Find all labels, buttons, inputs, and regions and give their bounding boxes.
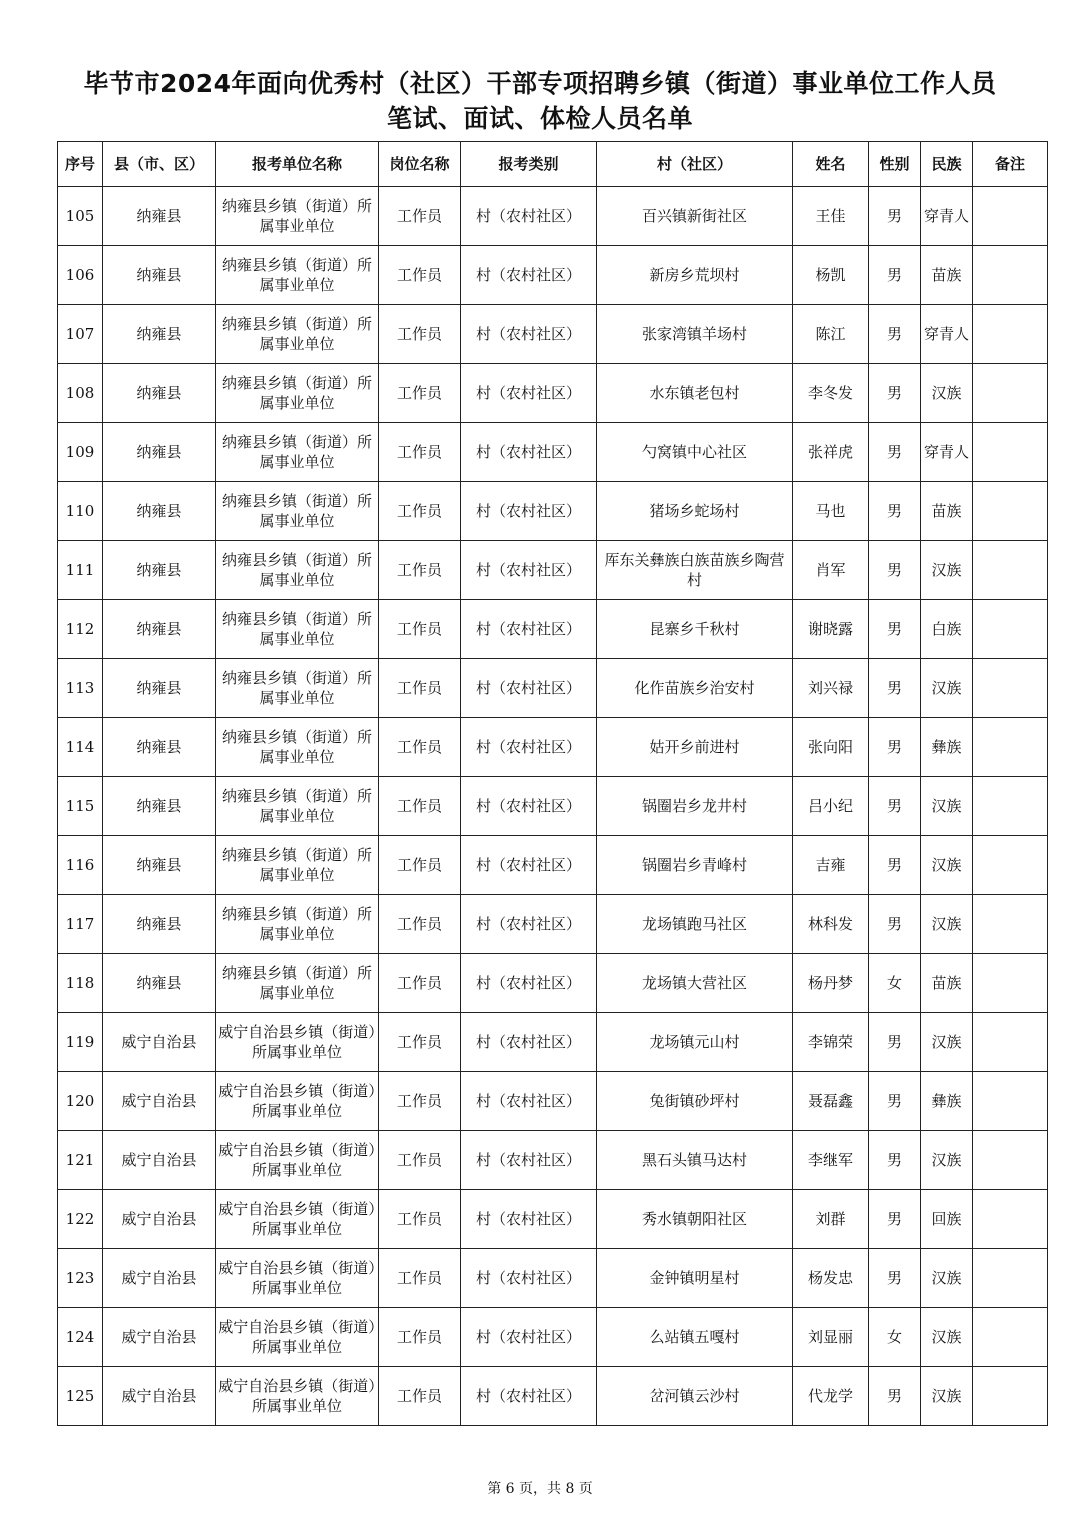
cell-name: 杨丹梦 — [793, 954, 869, 1013]
cell-index: 113 — [58, 659, 103, 718]
cell-ethnicity: 彝族 — [921, 1072, 973, 1131]
cell-position: 工作员 — [379, 777, 461, 836]
cell-village: 龙场镇跑马社区 — [597, 895, 793, 954]
cell-gender: 男 — [869, 1190, 921, 1249]
cell-ethnicity: 汉族 — [921, 1249, 973, 1308]
cell-gender: 男 — [869, 305, 921, 364]
cell-gender: 男 — [869, 1249, 921, 1308]
cell-name: 吉雍 — [793, 836, 869, 895]
cell-county: 纳雍县 — [103, 600, 216, 659]
header-name: 姓名 — [793, 142, 869, 187]
cell-remark — [973, 305, 1048, 364]
cell-county: 威宁自治县 — [103, 1013, 216, 1072]
cell-ethnicity: 汉族 — [921, 1367, 973, 1426]
cell-unit: 纳雍县乡镇（街道）所属事业单位 — [216, 305, 379, 364]
cell-name: 马也 — [793, 482, 869, 541]
cell-gender: 男 — [869, 895, 921, 954]
table-row — [58, 836, 1048, 895]
table-row — [58, 777, 1048, 836]
cell-remark — [973, 600, 1048, 659]
cell-category: 村（农村社区） — [461, 1249, 597, 1308]
cell-category: 村（农村社区） — [461, 1072, 597, 1131]
cell-ethnicity: 苗族 — [921, 482, 973, 541]
cell-index: 120 — [58, 1072, 103, 1131]
cell-category: 村（农村社区） — [461, 423, 597, 482]
cell-unit: 威宁自治县乡镇（街道）所属事业单位 — [216, 1013, 379, 1072]
cell-unit: 纳雍县乡镇（街道）所属事业单位 — [216, 423, 379, 482]
table-row — [58, 541, 1048, 600]
cell-category: 村（农村社区） — [461, 246, 597, 305]
cell-remark — [973, 954, 1048, 1013]
cell-county: 纳雍县 — [103, 187, 216, 246]
cell-category: 村（农村社区） — [461, 364, 597, 423]
table-row — [58, 1249, 1048, 1308]
cell-remark — [973, 1308, 1048, 1367]
cell-ethnicity: 汉族 — [921, 777, 973, 836]
cell-name: 王佳 — [793, 187, 869, 246]
cell-name: 李冬发 — [793, 364, 869, 423]
cell-ethnicity: 穿青人 — [921, 187, 973, 246]
header-remark: 备注 — [973, 142, 1048, 187]
cell-village: 么站镇五嘎村 — [597, 1308, 793, 1367]
header-ethnicity: 民族 — [921, 142, 973, 187]
cell-index: 111 — [58, 541, 103, 600]
table-row — [58, 659, 1048, 718]
header-village: 村（社区） — [597, 142, 793, 187]
cell-position: 工作员 — [379, 305, 461, 364]
cell-name: 张向阳 — [793, 718, 869, 777]
cell-village: 龙场镇元山村 — [597, 1013, 793, 1072]
cell-index: 123 — [58, 1249, 103, 1308]
cell-index: 122 — [58, 1190, 103, 1249]
table-row — [58, 718, 1048, 777]
table-row — [58, 1308, 1048, 1367]
cell-category: 村（农村社区） — [461, 1131, 597, 1190]
document-title-line2: 笔试、面试、体检人员名单 — [386, 104, 693, 133]
cell-name: 刘显丽 — [793, 1308, 869, 1367]
cell-position: 工作员 — [379, 659, 461, 718]
cell-gender: 男 — [869, 482, 921, 541]
cell-position: 工作员 — [379, 600, 461, 659]
cell-county: 威宁自治县 — [103, 1308, 216, 1367]
cell-position: 工作员 — [379, 1190, 461, 1249]
cell-ethnicity: 汉族 — [921, 659, 973, 718]
cell-unit: 纳雍县乡镇（街道）所属事业单位 — [216, 895, 379, 954]
cell-gender: 男 — [869, 600, 921, 659]
table-body — [58, 187, 1048, 1426]
cell-county: 威宁自治县 — [103, 1249, 216, 1308]
cell-category: 村（农村社区） — [461, 1308, 597, 1367]
cell-village: 新房乡荒坝村 — [597, 246, 793, 305]
cell-unit: 威宁自治县乡镇（街道）所属事业单位 — [216, 1308, 379, 1367]
cell-gender: 男 — [869, 659, 921, 718]
cell-village: 昆寨乡千秋村 — [597, 600, 793, 659]
cell-unit: 威宁自治县乡镇（街道）所属事业单位 — [216, 1249, 379, 1308]
cell-ethnicity: 苗族 — [921, 954, 973, 1013]
cell-ethnicity: 回族 — [921, 1190, 973, 1249]
table-row — [58, 1072, 1048, 1131]
cell-unit: 纳雍县乡镇（街道）所属事业单位 — [216, 187, 379, 246]
cell-remark — [973, 1367, 1048, 1426]
cell-county: 纳雍县 — [103, 895, 216, 954]
cell-village: 兔街镇砂坪村 — [597, 1072, 793, 1131]
cell-unit: 威宁自治县乡镇（街道）所属事业单位 — [216, 1072, 379, 1131]
cell-name: 张祥虎 — [793, 423, 869, 482]
table-row — [58, 364, 1048, 423]
cell-unit: 纳雍县乡镇（街道）所属事业单位 — [216, 836, 379, 895]
cell-unit: 纳雍县乡镇（街道）所属事业单位 — [216, 482, 379, 541]
cell-county: 纳雍县 — [103, 246, 216, 305]
cell-position: 工作员 — [379, 718, 461, 777]
cell-position: 工作员 — [379, 1308, 461, 1367]
cell-name: 刘群 — [793, 1190, 869, 1249]
cell-village: 百兴镇新街社区 — [597, 187, 793, 246]
cell-village: 岔河镇云沙村 — [597, 1367, 793, 1426]
cell-county: 纳雍县 — [103, 659, 216, 718]
cell-name: 刘兴禄 — [793, 659, 869, 718]
cell-gender: 男 — [869, 423, 921, 482]
cell-village: 化作苗族乡治安村 — [597, 659, 793, 718]
cell-county: 纳雍县 — [103, 836, 216, 895]
cell-remark — [973, 1072, 1048, 1131]
table-row — [58, 1131, 1048, 1190]
header-category: 报考类别 — [461, 142, 597, 187]
cell-remark — [973, 1190, 1048, 1249]
cell-remark — [973, 482, 1048, 541]
cell-unit: 威宁自治县乡镇（街道）所属事业单位 — [216, 1367, 379, 1426]
cell-village: 金钟镇明星村 — [597, 1249, 793, 1308]
cell-category: 村（农村社区） — [461, 659, 597, 718]
cell-name: 聂磊鑫 — [793, 1072, 869, 1131]
cell-county: 纳雍县 — [103, 718, 216, 777]
cell-county: 威宁自治县 — [103, 1131, 216, 1190]
cell-index: 118 — [58, 954, 103, 1013]
page-footer: 第 6 页，共 8 页 — [487, 1481, 593, 1497]
cell-index: 115 — [58, 777, 103, 836]
cell-position: 工作员 — [379, 187, 461, 246]
cell-category: 村（农村社区） — [461, 305, 597, 364]
cell-gender: 男 — [869, 836, 921, 895]
cell-index: 114 — [58, 718, 103, 777]
cell-remark — [973, 246, 1048, 305]
cell-gender: 男 — [869, 1131, 921, 1190]
table-row — [58, 1190, 1048, 1249]
cell-remark — [973, 187, 1048, 246]
cell-category: 村（农村社区） — [461, 541, 597, 600]
cell-county: 纳雍县 — [103, 364, 216, 423]
cell-county: 纳雍县 — [103, 777, 216, 836]
cell-index: 124 — [58, 1308, 103, 1367]
cell-category: 村（农村社区） — [461, 1013, 597, 1072]
cell-index: 125 — [58, 1367, 103, 1426]
cell-index: 110 — [58, 482, 103, 541]
cell-unit: 威宁自治县乡镇（街道）所属事业单位 — [216, 1131, 379, 1190]
table-row — [58, 600, 1048, 659]
cell-gender: 男 — [869, 718, 921, 777]
cell-position: 工作员 — [379, 541, 461, 600]
cell-village: 黑石头镇马达村 — [597, 1131, 793, 1190]
cell-remark — [973, 1249, 1048, 1308]
cell-category: 村（农村社区） — [461, 895, 597, 954]
cell-name: 陈江 — [793, 305, 869, 364]
cell-gender: 男 — [869, 1367, 921, 1426]
cell-index: 119 — [58, 1013, 103, 1072]
cell-village: 锅圈岩乡青峰村 — [597, 836, 793, 895]
cell-gender: 男 — [869, 1013, 921, 1072]
header-position: 岗位名称 — [379, 142, 461, 187]
cell-position: 工作员 — [379, 895, 461, 954]
document-title-line1: 毕节市2024年面向优秀村（社区）干部专项招聘乡镇（街道）事业单位工作人员 — [83, 69, 997, 98]
cell-index: 117 — [58, 895, 103, 954]
cell-county: 纳雍县 — [103, 305, 216, 364]
cell-category: 村（农村社区） — [461, 777, 597, 836]
cell-gender: 女 — [869, 1308, 921, 1367]
cell-index: 106 — [58, 246, 103, 305]
cell-gender: 男 — [869, 246, 921, 305]
cell-village: 厍东关彝族白族苗族乡陶营村 — [597, 541, 793, 600]
cell-unit: 纳雍县乡镇（街道）所属事业单位 — [216, 954, 379, 1013]
cell-name: 谢晓露 — [793, 600, 869, 659]
cell-category: 村（农村社区） — [461, 187, 597, 246]
cell-county: 纳雍县 — [103, 482, 216, 541]
cell-county: 纳雍县 — [103, 954, 216, 1013]
cell-ethnicity: 汉族 — [921, 895, 973, 954]
cell-name: 李锦荣 — [793, 1013, 869, 1072]
cell-ethnicity: 汉族 — [921, 836, 973, 895]
cell-name: 李继军 — [793, 1131, 869, 1190]
table-row — [58, 1367, 1048, 1426]
cell-gender: 男 — [869, 1072, 921, 1131]
cell-category: 村（农村社区） — [461, 1367, 597, 1426]
cell-remark — [973, 541, 1048, 600]
table-row — [58, 305, 1048, 364]
cell-village: 勺窝镇中心社区 — [597, 423, 793, 482]
cell-index: 109 — [58, 423, 103, 482]
cell-village: 秀水镇朝阳社区 — [597, 1190, 793, 1249]
cell-unit: 纳雍县乡镇（街道）所属事业单位 — [216, 718, 379, 777]
cell-remark — [973, 659, 1048, 718]
cell-village: 龙场镇大营社区 — [597, 954, 793, 1013]
cell-index: 112 — [58, 600, 103, 659]
cell-unit: 纳雍县乡镇（街道）所属事业单位 — [216, 364, 379, 423]
cell-position: 工作员 — [379, 1249, 461, 1308]
table-row — [58, 187, 1048, 246]
cell-position: 工作员 — [379, 423, 461, 482]
table-row — [58, 482, 1048, 541]
cell-ethnicity: 汉族 — [921, 541, 973, 600]
cell-county: 威宁自治县 — [103, 1072, 216, 1131]
cell-position: 工作员 — [379, 836, 461, 895]
cell-village: 张家湾镇羊场村 — [597, 305, 793, 364]
cell-category: 村（农村社区） — [461, 954, 597, 1013]
cell-village: 锅圈岩乡龙井村 — [597, 777, 793, 836]
cell-position: 工作员 — [379, 954, 461, 1013]
cell-index: 107 — [58, 305, 103, 364]
cell-category: 村（农村社区） — [461, 836, 597, 895]
cell-county: 威宁自治县 — [103, 1367, 216, 1426]
table-row — [58, 1013, 1048, 1072]
cell-name: 肖军 — [793, 541, 869, 600]
candidate-table — [57, 141, 1048, 1426]
cell-name: 杨发忠 — [793, 1249, 869, 1308]
cell-county: 纳雍县 — [103, 541, 216, 600]
cell-remark — [973, 718, 1048, 777]
cell-unit: 纳雍县乡镇（街道）所属事业单位 — [216, 659, 379, 718]
cell-county: 纳雍县 — [103, 423, 216, 482]
header-county: 县（市、区） — [103, 142, 216, 187]
table-row — [58, 895, 1048, 954]
cell-remark — [973, 1013, 1048, 1072]
cell-position: 工作员 — [379, 1131, 461, 1190]
cell-name: 吕小纪 — [793, 777, 869, 836]
cell-village: 水东镇老包村 — [597, 364, 793, 423]
cell-name: 杨凯 — [793, 246, 869, 305]
cell-position: 工作员 — [379, 482, 461, 541]
cell-village: 猪场乡蛇场村 — [597, 482, 793, 541]
table-row — [58, 954, 1048, 1013]
table-header-row — [58, 142, 1048, 187]
cell-name: 林科发 — [793, 895, 869, 954]
cell-remark — [973, 836, 1048, 895]
cell-index: 121 — [58, 1131, 103, 1190]
cell-position: 工作员 — [379, 1072, 461, 1131]
cell-position: 工作员 — [379, 364, 461, 423]
table-row — [58, 423, 1048, 482]
cell-remark — [973, 1131, 1048, 1190]
cell-unit: 纳雍县乡镇（街道）所属事业单位 — [216, 777, 379, 836]
cell-position: 工作员 — [379, 246, 461, 305]
cell-position: 工作员 — [379, 1013, 461, 1072]
cell-gender: 男 — [869, 777, 921, 836]
cell-position: 工作员 — [379, 1367, 461, 1426]
cell-ethnicity: 苗族 — [921, 246, 973, 305]
cell-remark — [973, 364, 1048, 423]
cell-ethnicity: 穿青人 — [921, 305, 973, 364]
cell-county: 威宁自治县 — [103, 1190, 216, 1249]
cell-category: 村（农村社区） — [461, 718, 597, 777]
cell-ethnicity: 汉族 — [921, 1308, 973, 1367]
cell-gender: 男 — [869, 187, 921, 246]
table-row — [58, 246, 1048, 305]
cell-gender: 女 — [869, 954, 921, 1013]
cell-remark — [973, 777, 1048, 836]
cell-ethnicity: 穿青人 — [921, 423, 973, 482]
cell-remark — [973, 423, 1048, 482]
cell-name: 代龙学 — [793, 1367, 869, 1426]
cell-gender: 男 — [869, 364, 921, 423]
cell-unit: 纳雍县乡镇（街道）所属事业单位 — [216, 541, 379, 600]
cell-index: 116 — [58, 836, 103, 895]
cell-ethnicity: 彝族 — [921, 718, 973, 777]
header-index: 序号 — [58, 142, 103, 187]
cell-index: 105 — [58, 187, 103, 246]
cell-ethnicity: 白族 — [921, 600, 973, 659]
cell-unit: 纳雍县乡镇（街道）所属事业单位 — [216, 600, 379, 659]
cell-gender: 男 — [869, 541, 921, 600]
cell-unit: 威宁自治县乡镇（街道）所属事业单位 — [216, 1190, 379, 1249]
cell-index: 108 — [58, 364, 103, 423]
cell-ethnicity: 汉族 — [921, 364, 973, 423]
cell-ethnicity: 汉族 — [921, 1131, 973, 1190]
cell-unit: 纳雍县乡镇（街道）所属事业单位 — [216, 246, 379, 305]
cell-category: 村（农村社区） — [461, 482, 597, 541]
header-unit: 报考单位名称 — [216, 142, 379, 187]
cell-village: 姑开乡前进村 — [597, 718, 793, 777]
cell-category: 村（农村社区） — [461, 600, 597, 659]
cell-category: 村（农村社区） — [461, 1190, 597, 1249]
cell-remark — [973, 895, 1048, 954]
header-gender: 性别 — [869, 142, 921, 187]
cell-ethnicity: 汉族 — [921, 1013, 973, 1072]
